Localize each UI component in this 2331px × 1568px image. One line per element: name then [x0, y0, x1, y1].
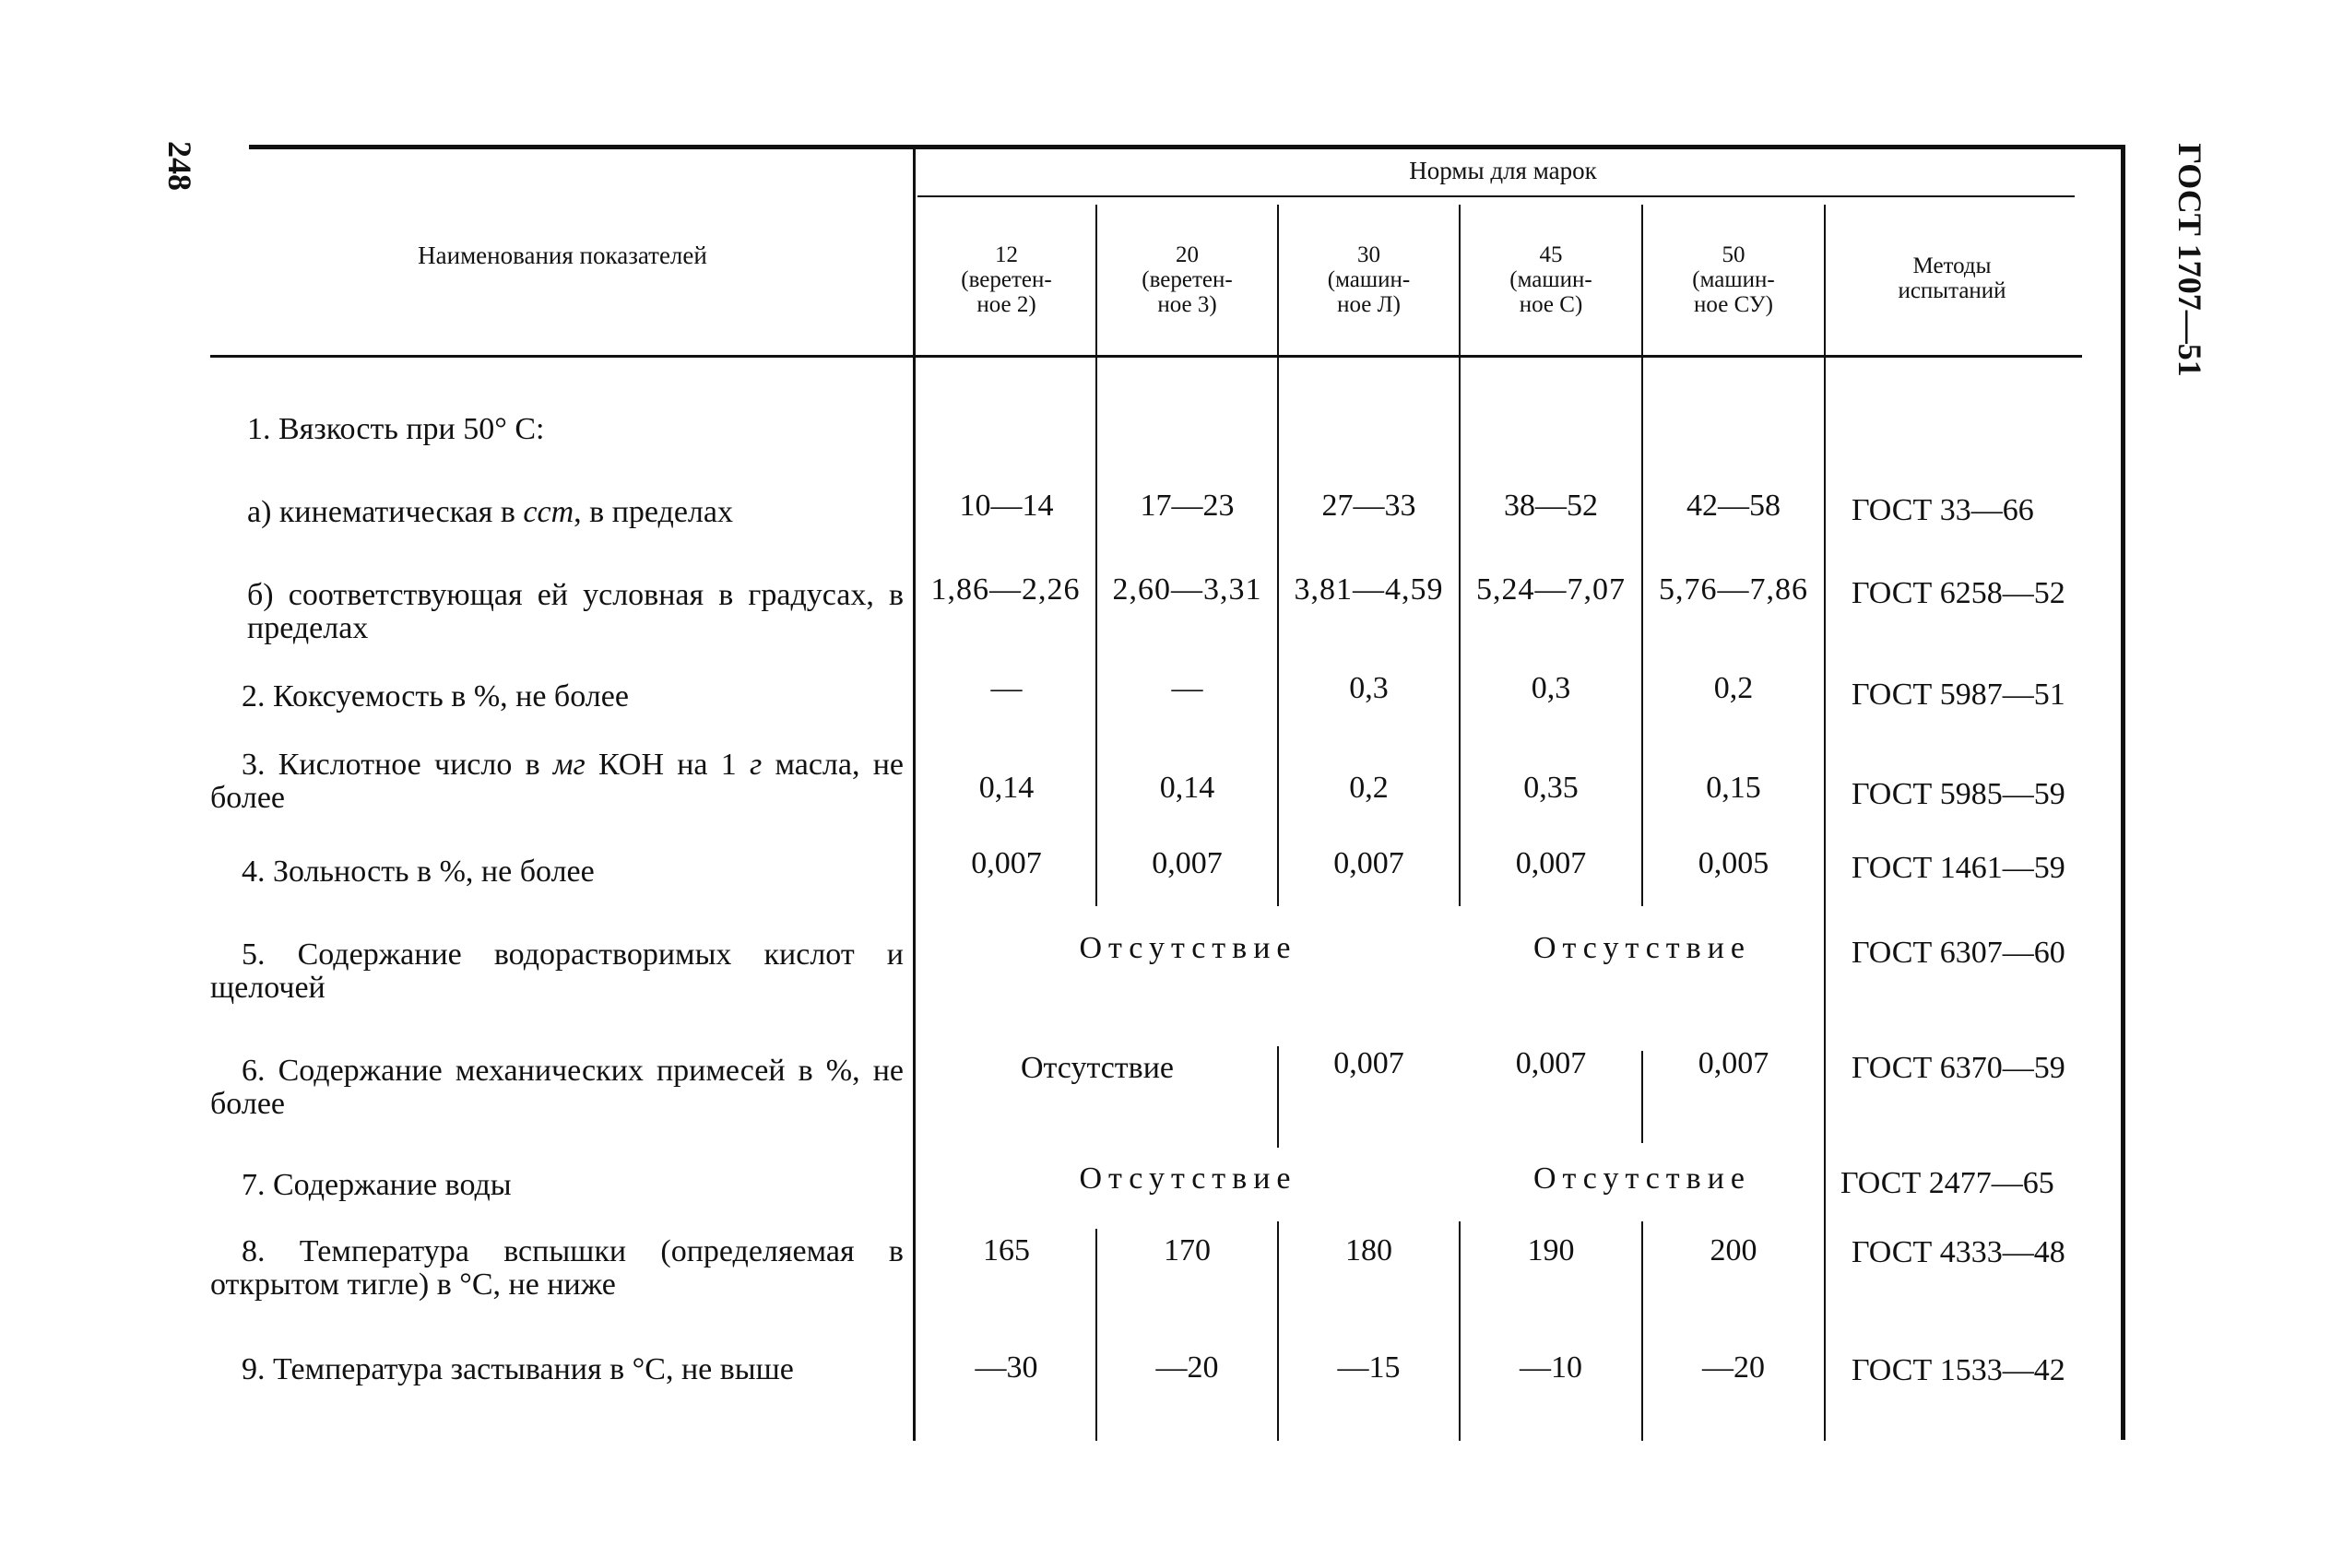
row-coking-val-45: 0,3 — [1531, 671, 1571, 705]
row-ash-val-45: 0,007 — [1515, 846, 1587, 880]
row-flash-point-val-50: 200 — [1710, 1233, 1757, 1267]
row-water-span-right: Отсутствие — [1532, 1161, 1752, 1196]
row-coking-val-20: — — [1171, 671, 1203, 705]
body-sep-20-30-a — [1277, 358, 1279, 906]
row-conditional-val-12: 1,86—2,26 — [930, 572, 1081, 607]
row-mech-impurities-val-45: 0,007 — [1515, 1046, 1587, 1080]
body-sep-45-50-a — [1641, 358, 1643, 906]
row-water-span-left: Отсутствие — [1079, 1161, 1297, 1196]
row-pour-point-val-50: —20 — [1702, 1350, 1765, 1385]
row-mech-impurities-label: 6. Содержание механических примесей в %, не более — [210, 1054, 904, 1121]
row-kinematic-val-20: 17—23 — [1140, 489, 1235, 523]
row-pour-point-val-30: —15 — [1337, 1350, 1401, 1385]
norms-header: Нормы для марок — [1409, 157, 1597, 184]
document-title: ГОСТ 1707—51 — [2171, 143, 2208, 377]
row-ash-val-30: 0,007 — [1333, 846, 1404, 880]
row-flash-point-label: 8. Температура вспышки (определяемая в открытом тигле) в °С, не ниже — [210, 1234, 904, 1302]
row-water-soluble-span-right: Отсутствие — [1532, 931, 1752, 965]
row-acid-number-val-30: 0,2 — [1349, 771, 1389, 805]
row-pour-point-label: 9. Температура застывания в °С, не выше — [242, 1352, 794, 1386]
grade-header-45: 45 (машин- ное С) — [1509, 242, 1592, 317]
header-sep-1 — [913, 149, 916, 355]
grade-header-50: 50 (машин- ное СУ) — [1692, 242, 1775, 317]
row-conditional-val-45: 5,24—7,07 — [1476, 572, 1626, 607]
row-water-soluble-span-left: Отсутствие — [1079, 931, 1297, 965]
row-acid-number-val-20: 0,14 — [1159, 771, 1215, 805]
row-ash-label: 4. Зольность в %, не более — [242, 855, 595, 889]
row-coking-method: ГОСТ 5987—51 — [1852, 678, 2065, 712]
row-flash-point-val-30: 180 — [1345, 1233, 1392, 1267]
header-sep-6 — [1824, 205, 1826, 355]
indicator-header: Наименования показателей — [418, 242, 707, 269]
row-kinematic-val-50: 42—58 — [1686, 489, 1781, 523]
body-sep-methods — [1824, 358, 1826, 1441]
row-acid-number-method: ГОСТ 5985—59 — [1852, 777, 2065, 811]
row-conditional-val-50: 5,76—7,86 — [1659, 572, 1808, 607]
row-conditional-method: ГОСТ 6258—52 — [1852, 576, 2065, 610]
row-mech-impurities-val-30: 0,007 — [1333, 1046, 1404, 1080]
row-ash-val-20: 0,007 — [1152, 846, 1223, 880]
top-rule — [249, 145, 2121, 149]
norms-rule — [917, 195, 2075, 197]
right-border — [2121, 145, 2125, 1440]
row-kinematic-val-30: 27—33 — [1321, 489, 1416, 523]
page-number: 248 — [161, 141, 198, 191]
body-sep-30-45-a — [1459, 358, 1461, 906]
body-sep-label — [913, 358, 916, 1441]
row-coking-label: 2. Коксуемость в %, не более — [242, 679, 629, 713]
row-acid-number-val-50: 0,15 — [1706, 771, 1761, 805]
body-sep-12-20-a — [1095, 358, 1097, 906]
row-acid-number-label: 3. Кислотное число в мг КОН на 1 г масла, не более — [210, 748, 904, 815]
grade-header-30: 30 (машин- ное Л) — [1327, 242, 1411, 317]
row-coking-val-30: 0,3 — [1349, 671, 1389, 705]
row-ash-val-50: 0,005 — [1698, 846, 1769, 880]
grade-header-12: 12 (веретен- ное 2) — [961, 242, 1052, 317]
row-water-soluble-label: 5. Содержание водорастворимых кислот и щелочей — [210, 937, 904, 1005]
row-coking-val-50: 0,2 — [1713, 671, 1754, 705]
row-acid-number-val-45: 0,35 — [1523, 771, 1579, 805]
grade-header-20: 20 (веретен- ное 3) — [1142, 242, 1233, 317]
header-bottom-rule — [210, 355, 2082, 358]
row-pour-point-val-20: —20 — [1155, 1350, 1219, 1385]
row-kinematic-method: ГОСТ 33—66 — [1852, 493, 2034, 527]
row-acid-number-val-12: 0,14 — [978, 771, 1035, 805]
row-kinematic-label: а) кинематическая в сст, в пределах — [247, 495, 733, 529]
row-conditional-label: б) соответствующая ей условная в градусах, в пределах — [247, 578, 904, 645]
row-water-soluble-method: ГОСТ 6307—60 — [1852, 936, 2065, 970]
row-coking-val-12: — — [990, 671, 1023, 705]
row-mech-impurities-method: ГОСТ 6370—59 — [1852, 1051, 2065, 1085]
row-pour-point-val-45: —10 — [1520, 1350, 1582, 1385]
row-mech-impurities-val-50: 0,007 — [1698, 1046, 1769, 1080]
row-flash-point-val-20: 170 — [1164, 1233, 1211, 1267]
row-water-method: ГОСТ 2477—65 — [1840, 1166, 2054, 1200]
row-mech-impurities-span-left: Отсутствие — [1020, 1051, 1175, 1085]
row-flash-point-val-12: 165 — [983, 1233, 1030, 1267]
row-pour-point-method: ГОСТ 1533—42 — [1852, 1353, 2065, 1387]
methods-header: Методы испытаний — [1898, 253, 2006, 303]
row-conditional-val-20: 2,60—3,31 — [1112, 572, 1262, 607]
row-kinematic-val-45: 38—52 — [1504, 489, 1598, 523]
row-flash-point-val-45: 190 — [1527, 1233, 1575, 1267]
row-flash-point-method: ГОСТ 4333—48 — [1852, 1235, 2065, 1269]
row-water-label: 7. Содержание воды — [242, 1168, 512, 1202]
row-ash-method: ГОСТ 1461—59 — [1852, 851, 2065, 885]
row-pour-point-val-12: —30 — [975, 1350, 1038, 1385]
row-conditional-val-30: 3,81—4,59 — [1294, 572, 1444, 607]
row-kinematic-val-12: 10—14 — [959, 489, 1054, 523]
row-ash-val-12: 0,007 — [971, 846, 1042, 880]
row-viscosity-heading: 1. Вязкость при 50° С: — [247, 412, 545, 446]
